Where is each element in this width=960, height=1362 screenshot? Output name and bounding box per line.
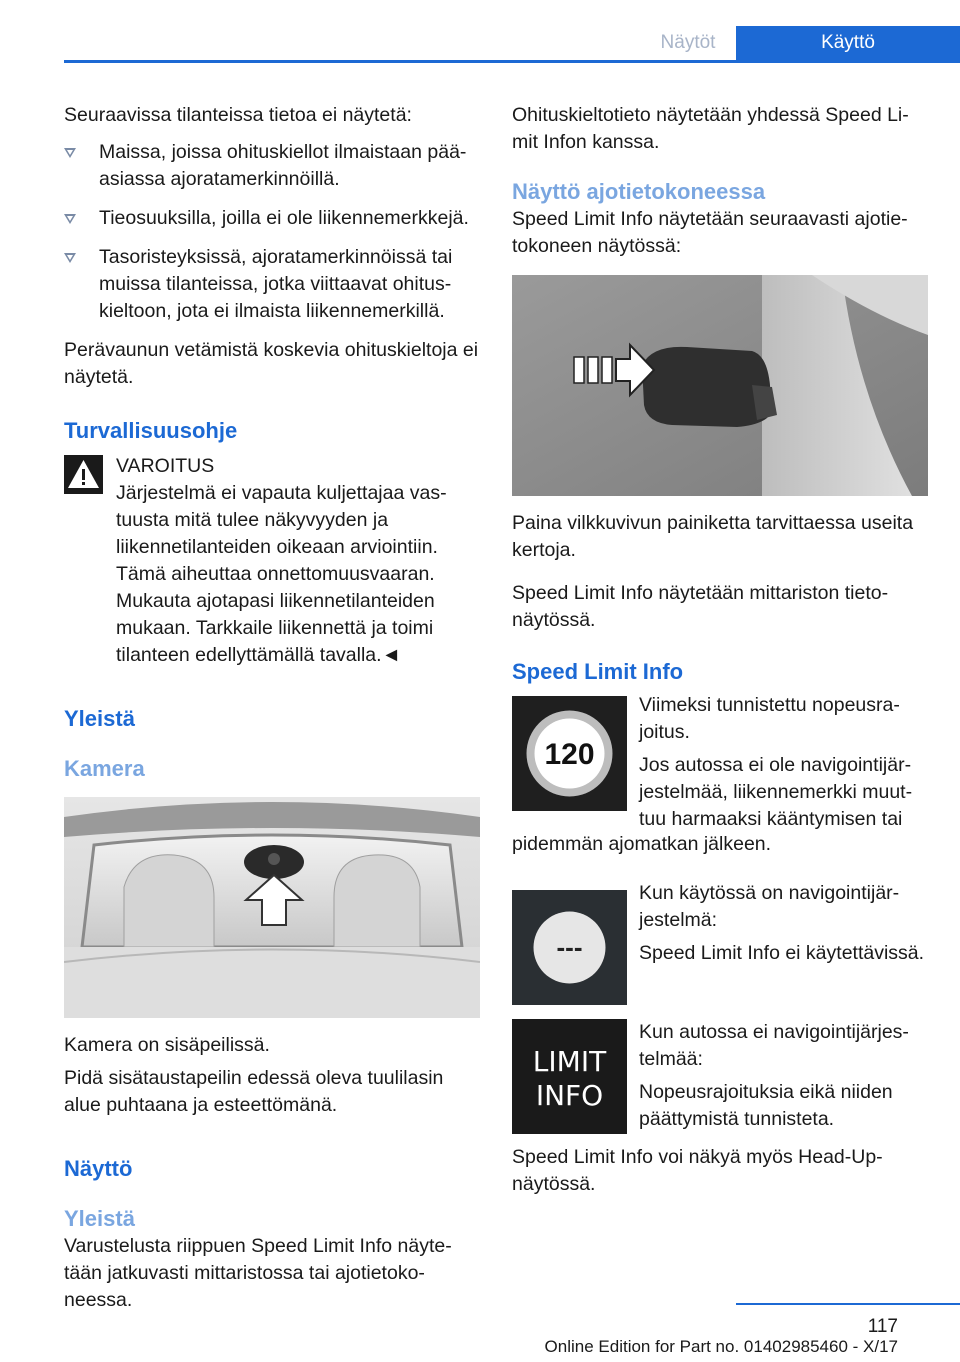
safety-heading: Turvallisuusohje [64, 418, 238, 443]
sli-row1-text-a: Viimeksi tunnistettu nopeusrajoitus. [639, 694, 900, 743]
camera-photo [64, 797, 480, 1018]
exception-list [64, 139, 480, 325]
watermark-text: Seite 117 [450, 1320, 510, 1336]
tab-nayotot[interactable]: Näytöt [640, 26, 736, 60]
camera-clean-text: Pidä sisätaustapeilin edessä oleva tuulilasin alue puhtaana ja esteettömänä. [64, 1067, 444, 1116]
list-item [64, 139, 480, 193]
cluster-text: Speed Limit Info näytetään mittariston tietonäytössä. [512, 582, 889, 631]
warning-label: VAROITUS [116, 455, 215, 477]
computer-heading: Näyttö ajotietokoneessa [512, 179, 766, 204]
sli-row1-text-c: pidemmän ajomatkan jälkeen. [512, 833, 772, 855]
edition-text: Online Edition for Part no. 01402985460 - X/17 [544, 1337, 898, 1356]
limit-info-icon [512, 1019, 627, 1134]
warning-icon [64, 455, 103, 494]
header-rule [64, 60, 960, 63]
list-item-text: Tieosuuksilla, joilla ei ole liikennemerkkejä. [99, 207, 469, 229]
right-column [512, 102, 928, 1198]
sli-row3-text-a: Kun autossa ei navigointijärjestelmää: [639, 1021, 909, 1070]
limit-info-line1: LIMIT [532, 1045, 607, 1078]
triangle-bullet-icon [64, 214, 76, 224]
sli-row-limit-info [512, 1019, 928, 1134]
triangle-bullet-icon [64, 253, 76, 263]
list-item [64, 244, 480, 325]
stalk-text: Paina vilkkuvivun painiketta tarvittaessa useita kertoja. [512, 512, 914, 561]
speed-sign-value: 120 [544, 738, 595, 771]
trailer-note: Perävaunun vetämistä koskevia ohituskieltoja ei näytetä. [64, 339, 479, 388]
computer-text: Speed Limit Info näytetään seuraavasti ajotietokoneen näytössä: [512, 208, 908, 257]
sli-row-dashes [512, 880, 928, 995]
camera-location-text: Kamera on sisäpeilissä. [64, 1034, 270, 1056]
tab-kaytto[interactable]: Käyttö [736, 26, 960, 60]
sli-row1-text-b: Jos autossa ei ole navigointijärjestelmää, liikennemerkki muuttuu harmaaksi kääntymisen tai [639, 754, 913, 830]
general-heading: Yleistä [64, 706, 135, 731]
overtake-note: Ohituskieltotieto näytetään yhdessä Speed Limit Infon kanssa. [512, 104, 909, 153]
camera-heading: Kamera [64, 756, 145, 781]
stalk-photo [512, 275, 928, 496]
sli-row-speed-sign [512, 692, 928, 833]
no-limit-dashes-icon [512, 890, 627, 1005]
display-heading: Näyttö [64, 1156, 133, 1181]
warning-text-body: Järjestelmä ei vapauta kuljettajaa vastuusta mitä tulee näkyvyyden ja liikennetilanteiden oikeaan arviointiin. Tämä aiheuttaa onnettomuusvaaran. Mukauta ajotapasi liikennetilanteiden mukaan. Tarkkaile liikennettä ja toimi tilanteen edellyttämällä tavalla.◄ [116, 482, 447, 666]
page-number: 117 [867, 1316, 898, 1337]
footer-rule [736, 1303, 960, 1305]
list-item [64, 205, 480, 232]
hud-text: Speed Limit Info voi näkyä myös Head-Up-näytössä. [512, 1146, 883, 1195]
intro-text: Seuraavissa tilanteissa tietoa ei näytetä: [64, 104, 412, 126]
display-general-heading: Yleistä [64, 1206, 135, 1231]
warning-text [64, 480, 480, 669]
dashes-text: --- [556, 932, 583, 962]
speed-sign-icon [512, 696, 627, 811]
list-item-text: Tasoristeyksissä, ajoratamerkinnöissä tai muissa tilanteissa, jotka viittaavat ohituskieltoon, jota ei ilmaista liikennemerkillä. [99, 246, 453, 322]
limit-info-line2: INFO [535, 1079, 604, 1112]
sli-row3-text-b: Nopeusrajoituksia eikä niiden päättymistä tunnisteta. [639, 1081, 893, 1130]
sli-row2-text-a: Kun käytössä on navigointijärjestelmä: [639, 882, 900, 931]
sli-heading: Speed Limit Info [512, 659, 684, 684]
left-column [64, 102, 480, 1314]
warning-block [64, 453, 480, 669]
list-item-text: Maissa, joissa ohituskiellot ilmaistaan pääasiassa ajoratamerkinnöillä. [99, 141, 467, 190]
display-text: Varustelusta riippuen Speed Limit Info näytetään jatkuvasti mittaristossa tai ajotietokoneessa. [64, 1235, 452, 1311]
triangle-bullet-icon [64, 148, 76, 158]
sli-row2-text-b: Speed Limit Info ei käytettävissä. [639, 942, 925, 964]
